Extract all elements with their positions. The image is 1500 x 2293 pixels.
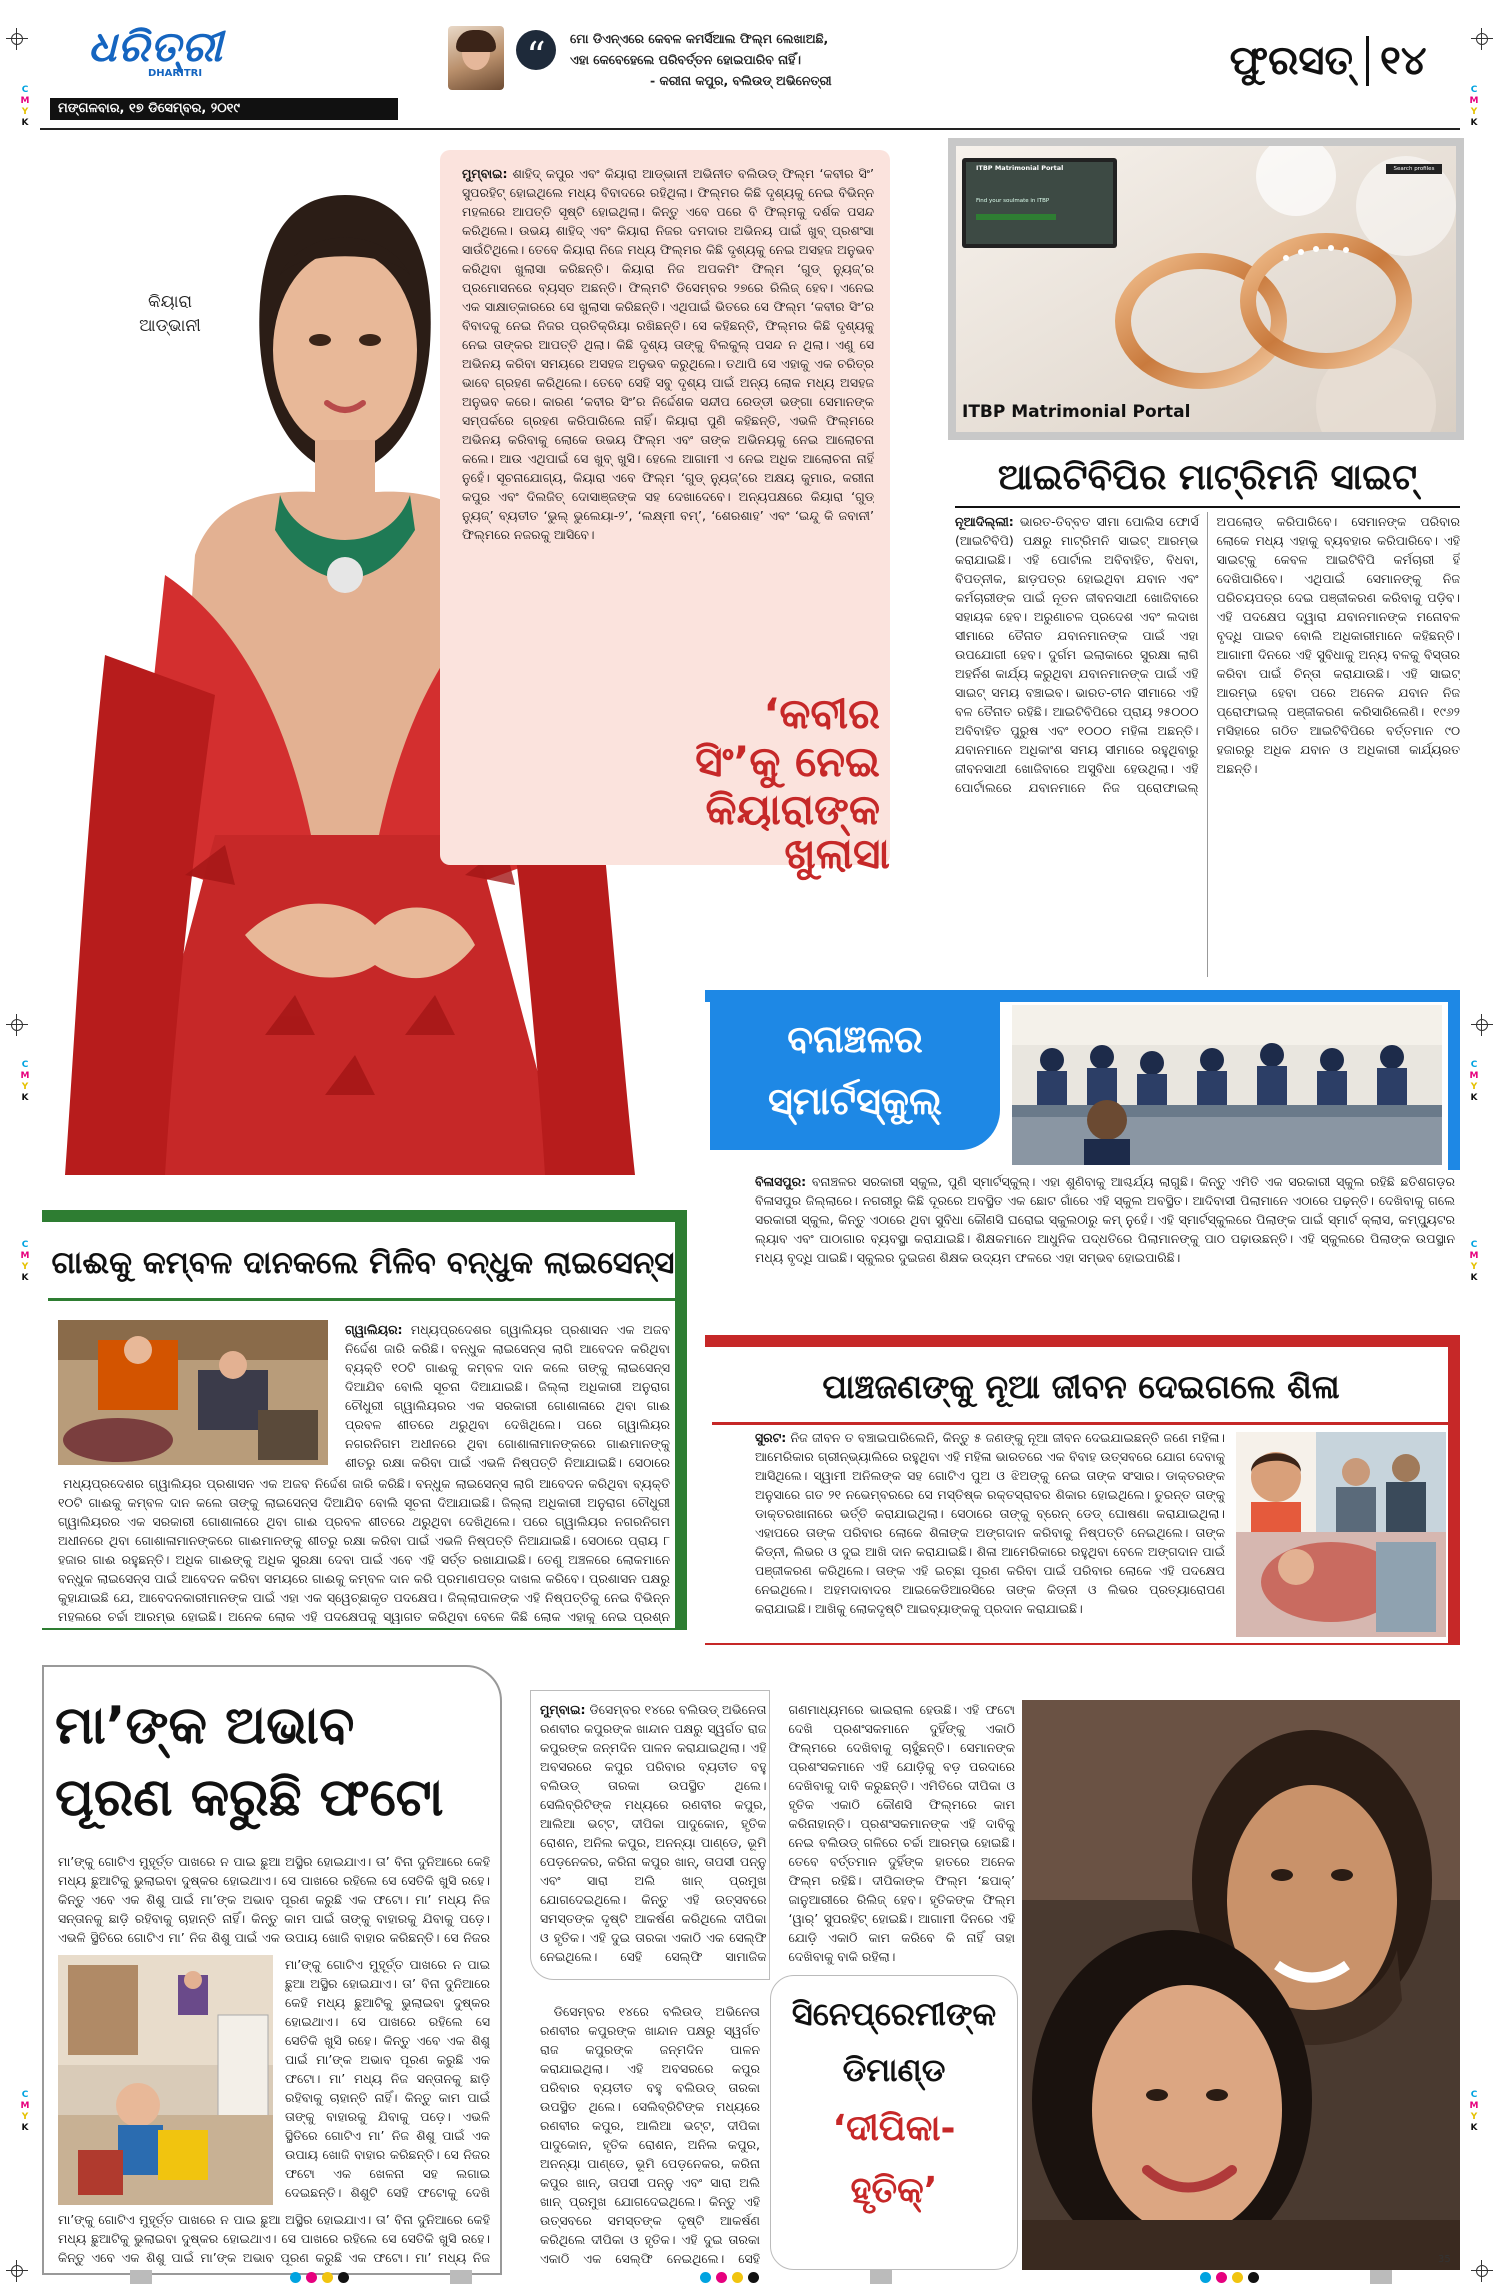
cmyk-mark: C M Y K: [20, 85, 30, 128]
logo-text: ଧରିତ୍ରୀ: [88, 22, 224, 71]
classroom-illustration: [1012, 1005, 1442, 1165]
crosshair-icon: [1471, 2260, 1493, 2282]
deepika-headline: [770, 1975, 1018, 2270]
cmyk-mark: C M Y K: [20, 1060, 30, 1103]
crosshair-icon: [6, 28, 28, 50]
kareena-thumbnail: [448, 26, 504, 90]
kiara-caption: କିୟାରା ଆଡ୍‌ଭାନୀ: [139, 292, 201, 336]
gun-body-text: ମଧ୍ୟପ୍ରଦେଶର ଗ୍ୱାଲିୟର ପ୍ରଶାସନ ଏକ ଅଜବ ନିର୍ଦ୍ଦେଶ ଜାରି କରିଛି। ବନ୍ଧୁକ ଲାଇସେନ୍ସ ଲାଗି ଆବେଦନ କରିଥିବା ବ୍ୟକ୍ତି ୧୦ଟି ଗାଈକୁ କମ୍ବଳ ଦାନ କଲେ ତାଙ୍କୁ ଲାଇସେନ୍ସ ଦିଆଯିବ ବୋଲି ସୂଚନା ଦିଆଯାଇଛି। ଜିଲ୍ଲା ଅଧିକାରୀ ଅନୁରାଗ ଚୌଧୁରୀ ଗ୍ୱାଲିୟରର ଏକ ସରକାରୀ ଗୋଶାଳାରେ ଥିବା ଗାଈ ପ୍ରବଳ ଶୀତରେ ଥରୁଥିବା ଦେଖିଥିଲେ। ପରେ ଗ୍ୱାଲିୟର ନଗରନିଗମ ଅଧୀନରେ ଥିବା ଗୋଶାଳାମାନଙ୍କରେ ଗାଈମାନଙ୍କୁ ଶୀତରୁ ରକ୍ଷା କରିବା ପାଇଁ ଏଭଳି ନିଷ୍ପତ୍ତି ନିଆଯାଇଛି। ସେଠାରେ: [345, 1322, 670, 1470]
kiara-headline-line: କିୟାରାଙ୍କ: [705, 785, 880, 834]
deepika-body-continued: ଡିସେମ୍ବର ୧୪ରେ ବଲିଉଡ୍ ଅଭିନେତା ରଣବୀର କପୁରଙ୍କ ଖାନ୍ଦାନ ପକ୍ଷରୁ ସ୍ୱର୍ଗତ ରାଜ କପୁରଙ୍କ ଜନ୍ମଦିନ ପାଳନ କରାଯାଇଥିଲା। ଏହି ଅବସରରେ କପୁର ପରିବାର ବ୍ୟତୀତ ବହୁ ବଲିଉଡ୍ ତାରକା ଉପସ୍ଥିତ ଥିଲେ। ସେଲିବ୍ରିଟିଙ୍କ ମଧ୍ୟରେ ରଣବୀର କପୁର, ଆଲିଆ ଭଟ୍ଟ, ଦୀପିକା ପାଦୁକୋନ, ହୃତିକ ରୋଶନ, ଅନିଲ କପୁର, ଅନନ୍ୟା ପାଣ୍ଡେ, ଭୂମି ପେଡ଼ନେକର, କରିନା କପୁର ଖାନ୍, ତାପସୀ ପନ୍ନୁ ଏବଂ ସାରା ଅଲି ଖାନ୍ ପ୍ରମୁଖ ଯୋଗଦେଇଥିଲେ। କିନ୍ତୁ ଏହି ଉତ୍ସବରେ ସମସ୍ତଙ୍କ ଦୃଷ୍ଟି ଆକର୍ଷଣ କରିଥିଲେ ଦୀପିକା ଓ ହୃତିକ। ଏହି ଦୁଇ ତାରକା ଏକାଠି ଏକ ସେଲ୍‌ଫି ନେଇଥିଲେ। ସେହି: [540, 2004, 760, 2266]
crosshair-icon: [1471, 28, 1493, 50]
print-grey-bar: [450, 2270, 472, 2284]
kiara-dateline: ମୁମ୍ବାଇ:: [462, 166, 508, 181]
itbp-body-text: ଭାରତ-ତିବ୍ବତ ସୀମା ପୋଲିସ ଫୋର୍ସ (ଆଇଟିବିପି) ପକ୍ଷରୁ ମାଟ୍ରିମନି ସାଇଟ୍ ଆରମ୍ଭ କରାଯାଇଛି। ଏହି ପୋର୍ଟାଲ ଅବିବାହିତ, ବିଧବା, ବିପତ୍ନୀକ, ଛାଡ଼ପତ୍ର ହୋଇଥିବା ଯବାନ ଏବଂ କର୍ମଚାରୀଙ୍କ ପାଇଁ ନୂତନ ଜୀବନସାଥୀ ଖୋଜିବାରେ ସହାୟକ ହେବ। ଅରୁଣାଚଳ ପ୍ରଦେଶ ଏବଂ ଲଦାଖ ସୀମାରେ ତୈନାତ ଯବାନମାନଙ୍କ ପାଇଁ ଏହା ଉପଯୋଗୀ ହେବ। ଦୁର୍ଗମ ଇଲାକାରେ ସୁରକ୍ଷା ଲାଗି ଅହର୍ନିଶ କାର୍ଯ୍ୟ କରୁଥିବା ଯବାନମାନଙ୍କ ପାଇଁ ଏହି ସାଇଟ୍ ସମୟ ବଞ୍ଚାଇବ। ଭାରତ-ଚୀନ ସୀମାରେ ଏହି ବଳ ତୈନାତ ରହିଛି। ଆଇଟିବିପିରେ ପ୍ରାୟ ୨୫୦୦୦ ଅବିବାହିତ ପୁରୁଷ ଏବଂ ୧୦୦୦ ମହିଳା ଅଛନ୍ତି। ଯବାନମାନେ ଅଧିକାଂଶ ସମୟ ସୀମାରେ ରହୁଥିବାରୁ ଜୀବନସାଥୀ ଖୋଜିବାରେ ଅସୁବିଧା ହେଉଥିଲା। ଏହି ପୋର୍ଟାଲରେ ଯବାନମାନେ ନିଜ ପ୍ରୋଫାଇଲ୍ ଅପଲୋଡ୍ କରିପାରିବେ। ସେମାନଙ୍କ ପରିବାର ଲୋକେ ମଧ୍ୟ ଏହାକୁ ବ୍ୟବହାର କରିପାରିବେ। ଏହି ସାଇଟ୍‌କୁ କେବଳ ଆଇଟିବିପି କର୍ମଚାରୀ ହିଁ ଦେଖିପାରିବେ। ଏଥିପାଇଁ ସେମାନଙ୍କୁ ନିଜ ପରିଚୟପତ୍ର ଦେଇ ପଞ୍ଜୀକରଣ କରିବାକୁ ପଡ଼ିବ। ଏହି ପଦକ୍ଷେପ ଦ୍ୱାରା ଯବାନମାନଙ୍କ ମନୋବଳ ବୃଦ୍ଧି ପାଇବ ବୋଲି ଅଧିକାରୀମାନେ କହିଛନ୍ତି। ଆଗାମୀ ଦିନରେ ଏହି ସୁବିଧାକୁ ଅନ୍ୟ ବଳକୁ ବିସ୍ତାର କରିବା ପାଇଁ ଚିନ୍ତା କରାଯାଉଛି। ଏହି ସାଇଟ୍ ଆରମ୍ଭ ହେବା ପରେ ଅନେକ ଯବାନ ନିଜ ପ୍ରୋଫାଇଲ୍ ପଞ୍ଜୀକରଣ କରିସାରିଲେଣି। ୧୯୬୨ ମସିହାରେ ଗଠିତ ଆଇଟିବିପିରେ ବର୍ତ୍ତମାନ ୯୦ ହଜାରରୁ ଅଧିକ ଯବାନ ଓ ଅଧିକାରୀ କାର୍ଯ୍ୟରତ ଅଛନ୍ତି।: [955, 514, 1460, 795]
kiara-textbox: [440, 150, 890, 865]
gun-dateline: ଗ୍ୱାଲିୟର:: [345, 1322, 403, 1337]
page-code: 35: [1438, 2254, 1451, 2265]
gun-illustration: [58, 1320, 328, 1465]
quote-attribution: - କରୀନା କପୁର, ବଲିଉଡ୍ ଅଭିନେତ୍ରୀ: [650, 73, 832, 88]
itbp-screen-sub: Find your soulmate in ITBP: [976, 198, 1050, 204]
print-grey-bar: [870, 2270, 892, 2284]
gun-body-col: [345, 1320, 670, 1470]
deepika-headline-line: ଡିମାଣ୍ଡ: [842, 2051, 946, 2089]
deepika-hrithik-selfie: [1022, 1700, 1460, 2270]
itbp-dateline: ନୂଆଦିଲ୍ଲୀ:: [955, 514, 1014, 529]
quote-line: ଏହା କେବେହେଲେ ପରିବର୍ତ୍ତନ ହୋଇପାରିବ ନାହିଁ।: [570, 52, 802, 67]
section-divider: [1366, 36, 1369, 86]
itbp-search-button: Search profiles: [1386, 164, 1442, 174]
mother-headline-line: ମା’ଙ୍କ ଅଭାବ: [55, 1696, 355, 1756]
shila-body: [755, 1428, 1225, 1638]
masthead-date: ମଙ୍ଗଳବାର, ୧୭ ଡିସେମ୍ବର, ୨୦୧୯: [50, 98, 398, 120]
rings-illustration: [956, 146, 1456, 432]
kiara-body-text: ଶାହିଦ୍ କପୁର ଏବଂ କିୟାରା ଆଡ୍‌ଭାନୀ ଅଭିନୀତ ବଲିଉଡ୍ ଫିଲ୍ମ ‘କବୀର ସିଂ’ ସୁପରହିଟ୍ ହୋଇଥିଲେ ମଧ୍ୟ ବିବାଦରେ ରହିଥିଲା। ଫିଲ୍ମର କିଛି ଦୃଶ୍ୟକୁ ନେଇ ବିଭିନ୍ନ ମହଲରେ ଆପତ୍ତି ସୃଷ୍ଟି ହୋଇଥିଲା। କିନ୍ତୁ ଏବେ ପରେ ବି ଫିଲ୍ମକୁ ଦର୍ଶକ ପସନ୍ଦ କରିଥିଲେ। ଉଭୟ ଶାହିଦ୍ ଏବଂ କିୟାରା ନିଜର ଦମଦାର ଅଭିନୟ ପାଇଁ ଖୁବ୍ ପ୍ରଶଂସା ସାଉଁଟିଥିଲେ। ତେବେ କିୟାରା ନିଜେ ମଧ୍ୟ ଫିଲ୍ମର କିଛି ଦୃଶ୍ୟକୁ ନେଇ ଅସହଜ ଅନୁଭବ କରିଥିବା ଖୁଲାସା କରିଛନ୍ତି। କିୟାରା ନିଜ ଅପକମିଂ ଫିଲ୍ମ ‘ଗୁଡ୍ ନ୍ୟୁଜ୍’ର ପ୍ରମୋସନରେ ବ୍ୟସ୍ତ ଅଛନ୍ତି। ଫିଲ୍ମଟି ଡିସେମ୍ବର ୨୭ରେ ରିଲିଜ୍ ହେବ। ଏନେଇ ଏକ ସାକ୍ଷାତ୍କାରରେ ସେ ଖୁଲାସା କରିଛନ୍ତି। ଏଥିପାଇଁ ଭିତରେ ସେ ଫିଲ୍ମ ‘କବୀର ସିଂ’ର ବିବାଦକୁ ନେଇ ନିଜର ପ୍ରତିକ୍ରିୟା ରଖିଛନ୍ତି। ସେ କହିଛନ୍ତି, ଫିଲ୍ମର କିଛି ଦୃଶ୍ୟକୁ ନେଇ ତାଙ୍କର ଆପତ୍ତି ଥିଲା। କିଛି ଦୃଶ୍ୟ ତାଙ୍କୁ ବିଲକୁଲ୍ ପସନ୍ଦ ନ ଥିଲା। ଏଣୁ ସେ ଅଭିନୟ କରିବା ସମୟରେ ଅସହଜ ଅନୁଭବ କରୁଥିଲେ। ତଥାପି ସେ ଏହାକୁ ଏକ ଚରିତ୍ର ଭାବେ ଗ୍ରହଣ କରିଥିଲେ। ତେବେ ସେହି ସବୁ ଦୃଶ୍ୟ ପାଇଁ ଅନ୍ୟ ଲୋକ ମଧ୍ୟ ଅସହଜ ଅନୁଭବ କରେ। କାରଣ ‘କବୀର ସିଂ’ର ନିର୍ଦ୍ଦେଶକ ସନ୍ଦୀପ ରେଡ୍ଡୀ ଭଙ୍ଗା ସେମାନଙ୍କ ସମ୍ପର୍କରେ ଗ୍ରହଣ କରିପାରିଲେ ନାହିଁ। କିୟାରା ପୁଣି କହିଛନ୍ତି, ଏଭଳି ଫିଲ୍ମରେ ଅଭିନୟ କରିବାକୁ ଲୋକେ ଉଭୟ ଫିଲ୍ମ ଏବଂ ତାଙ୍କ ଅଭିନୟକୁ ନେଇ ଆଲୋଚନା କଲେ। ଆଉ ଏଥିପାଇଁ ସେ ଖୁବ୍ ଖୁସି। ହେଲେ ଆଗାମୀ ଏ ନେଇ ଅଧିକ ଆଲୋଚନା ନାହିଁ ନୁହେଁ। ସୂଚନାଯୋଗ୍ୟ, କିୟାରା ଏବେ ଫିଲ୍ମ ‘ଗୁଡ୍ ନ୍ୟୁଜ୍’ରେ ଅକ୍ଷୟ କୁମାର, କରୀନା କପୁର ଏବଂ ଦିଲଜିତ୍ ଦୋସାଞ୍ଜଙ୍କ ସହ ଦେଖାଦେବେ। ଅନ୍ୟପକ୍ଷରେ କିୟାରା ‘ଗୁଡ୍ ନ୍ୟୁଜ୍’ ବ୍ୟତୀତ ‘ଭୁଲ୍ ଭୁଲେୟା-୨’, ‘ଲକ୍ଷ୍ମୀ ବମ୍’, ‘ଶେରଶାହ’ ଏବଂ ‘ଇନ୍ଦୁ କି ଜବାନୀ’ ଫିଲ୍ମରେ ନଜରକୁ ଆସିବେ।: [462, 166, 874, 542]
itbp-screen-title: ITBP Matrimonial Portal: [976, 164, 1064, 172]
itbp-photo-caption: ITBP Matrimonial Portal: [962, 402, 1191, 422]
shila-dateline: ସୁରଟ:: [755, 1430, 787, 1445]
smartschool-headline-line: ସ୍ମାର୍ଟସ୍କୁଲ୍: [767, 1079, 943, 1123]
smartschool-headline-line: ବନାଞ୍ଚଳର: [787, 1017, 923, 1061]
kiara-headline: [590, 690, 880, 834]
shila-photo: [1236, 1432, 1446, 1637]
quote-icon: “: [516, 30, 556, 70]
gun-photo: [58, 1320, 328, 1465]
crosshair-icon: [1471, 1014, 1493, 1036]
quote-line: ମୋ ଡିଏନ୍‌ଏରେ କେବଳ କମର୍ସିଆଲ ଫିଲ୍ମ ଲେଖାଅଛି,: [570, 31, 829, 46]
crosshair-icon: [6, 2260, 28, 2282]
kiara-headline-line: ‘କବୀର: [763, 689, 880, 738]
deepika-body-text: ଡିସେମ୍ବର ୧୪ରେ ବଲିଉଡ୍ ଅଭିନେତା ରଣବୀର କପୁରଙ୍କ ଖାନ୍ଦାନ ପକ୍ଷରୁ ସ୍ୱର୍ଗତ ରାଜ କପୁରଙ୍କ ଜନ୍ମଦିନ ପାଳନ କରାଯାଇଥିଲା। ଏହି ଅବସରରେ କପୁର ପରିବାର ବ୍ୟତୀତ ବହୁ ବଲିଉଡ୍ ତାରକା ଉପସ୍ଥିତ ଥିଲେ। ସେଲିବ୍ରିଟିଙ୍କ ମଧ୍ୟରେ ରଣବୀର କପୁର, ଆଲିଆ ଭଟ୍ଟ, ଦୀପିକା ପାଦୁକୋନ, ହୃତିକ ରୋଶନ, ଅନିଲ କପୁର, ଅନନ୍ୟା ପାଣ୍ଡେ, ଭୂମି ପେଡ଼ନେକର, କରିନା କପୁର ଖାନ୍, ତାପସୀ ପନ୍ନୁ ଏବଂ ସାରା ଅଲି ଖାନ୍ ପ୍ରମୁଖ ଯୋଗଦେଇଥିଲେ। କିନ୍ତୁ ଏହି ଉତ୍ସବରେ ସମସ୍ତଙ୍କ ଦୃଷ୍ଟି ଆକର୍ଷଣ କରିଥିଲେ ଦୀପିକା ଓ ହୃତିକ। ଏହି ଦୁଇ ତାରକା ଏକାଠି ଏକ ସେଲ୍‌ଫି ନେଇଥିଲେ। ସେହି ସେଲ୍‌ଫି ସାମାଜିକ ଗଣମାଧ୍ୟମରେ ଭାଇରାଲ ହେଉଛି। ଏହି ଫଟୋ ଦେଖି ପ୍ରଶଂସକମାନେ ଦୁହିଁଙ୍କୁ ଏକାଠି ଫିଲ୍ମରେ ଦେଖିବାକୁ ଚାହୁଁଛନ୍ତି। ସେମାନଙ୍କ ପ୍ରଶଂସକମାନେ ଏହି ଯୋଡ଼ିକୁ ବଡ଼ ପରଦାରେ ଦେଖିବାକୁ ଦାବି କରୁଛନ୍ତି। ଏମିତିରେ ଦୀପିକା ଓ ହୃତିକ ଏକାଠି କୌଣସି ଫିଲ୍ମରେ କାମ କରିନାହାନ୍ତି। ପ୍ରଶଂସକମାନଙ୍କ ଏହି ଦାବିକୁ ନେଇ ବଲିଉଡ୍ ଗଳିରେ ଚର୍ଚ୍ଚା ଆରମ୍ଭ ହୋଇଛି। ତେବେ ବର୍ତ୍ତମାନ ଦୁହିଁଙ୍କ ହାତରେ ଅନେକ ଫିଲ୍ମ ରହିଛି। ଦୀପିକାଙ୍କ ଫିଲ୍ମ ‘ଛପାକ୍’ ଜାନୁଆରୀରେ ରିଲିଜ୍ ହେବ। ହୃତିକଙ୍କ ଫିଲ୍ମ ‘ୱାର୍’ ସୁପରହିଟ୍ ହୋଇଛି। ଆଗାମୀ ଦିନରେ ଏହି ଯୋଡ଼ି ଏକାଠି କାମ କରିବେ କି ନାହିଁ ତାହା ଦେଖିବାକୁ ବାକି ରହିଲା।: [540, 1702, 1015, 1964]
section-header: [1168, 32, 1468, 90]
print-grey-bar: [130, 2270, 152, 2284]
cmyk-mark: C M Y K: [1469, 85, 1479, 128]
kiara-body: [462, 164, 874, 684]
cmyk-mark: C M Y K: [20, 1240, 30, 1283]
cmyk-mark: C M Y K: [1469, 2090, 1479, 2133]
cmyk-mark: C M Y K: [1469, 1240, 1479, 1283]
smartschool-headline-box: [710, 1000, 1000, 1150]
crosshair-icon: [6, 1014, 28, 1036]
gun-body-continued: ମଧ୍ୟପ୍ରଦେଶର ଗ୍ୱାଲିୟର ପ୍ରଶାସନ ଏକ ଅଜବ ନିର୍ଦ୍ଦେଶ ଜାରି କରିଛି। ବନ୍ଧୁକ ଲାଇସେନ୍ସ ଲାଗି ଆବେଦନ କରିଥିବା ବ୍ୟକ୍ତି ୧୦ଟି ଗାଈକୁ କମ୍ବଳ ଦାନ କଲେ ତାଙ୍କୁ ଲାଇସେନ୍ସ ଦିଆଯିବ ବୋଲି ସୂଚନା ଦିଆଯାଇଛି। ଜିଲ୍ଲା ଅଧିକାରୀ ଅନୁରାଗ ଚୌଧୁରୀ ଗ୍ୱାଲିୟରର ଏକ ସରକାରୀ ଗୋଶାଳାରେ ଥିବା ଗାଈ ପ୍ରବଳ ଶୀତରେ ଥରୁଥିବା ଦେଖିଥିଲେ। ପରେ ଗ୍ୱାଲିୟର ନଗରନିଗମ ଅଧୀନରେ ଥିବା ଗୋଶାଳାମାନଙ୍କରେ ଗାଈମାନଙ୍କୁ ଶୀତରୁ ରକ୍ଷା କରିବା ପାଇଁ ଏଭଳି ନିଷ୍ପତ୍ତି ନିଆଯାଇଛି। ସେଠାରେ ପ୍ରାୟ ୮ ହଜାର ଗାଈ ରହୁଛନ୍ତି। ଅଧିକ ଗାଈଙ୍କୁ ଅଧିକ ସୁରକ୍ଷା ଦେବା ପାଇଁ ଏବେ ଏହି ସର୍ତ୍ତ ରଖାଯାଇଛି। ତେଣୁ ଅଞ୍ଚଳରେ ଲୋକମାନେ ବନ୍ଧୁକ ଲାଇସେନ୍ସ ପାଇଁ ଆବେଦନ କରିବା ସମୟରେ ଗାଈକୁ କମ୍ବଳ ଦାନ କରି ପ୍ରମାଣପତ୍ର ଦାଖଲ କରିବେ। ପ୍ରଶାସନ ପକ୍ଷରୁ କୁହାଯାଇଛି ଯେ, ଆବେଦନକାରୀମାନଙ୍କ ପାଇଁ ଏହା ଏକ ସ୍ୱେଚ୍ଛାକୃତ ପଦକ୍ଷେପ। ଜିଲ୍ଲାପାଳଙ୍କ ଏହି ନିଷ୍ପତ୍ତିକୁ ନେଇ ବିଭିନ୍ନ ମହଲରେ ଚର୍ଚ୍ଚା ଆରମ୍ଭ ହୋଇଛି। ଅନେକ ଲୋକ ଏହି ପଦକ୍ଷେପକୁ ସ୍ୱାଗତ କରିଥିବା ବେଳେ କିଛି ଲୋକ ଏହାକୁ ନେଇ ପ୍ରଶ୍ନ: [58, 1476, 670, 1624]
smartschool-body-text: ବନାଞ୍ଚଳର ସରକାରୀ ସ୍କୁଲ, ପୁଣି ସ୍ମାର୍ଟସ୍କୁଲ୍। ଏହା ଶୁଣିବାକୁ ଆଶ୍ଚର୍ଯ୍ୟ ଲାଗୁଛି। କିନ୍ତୁ ଏମିତି ଏକ ସରକାରୀ ସ୍କୁଲ ରହିଛି ଛତିଶଗଡ଼ର ବିଳାସପୁର ଜିଲ୍ଲାରେ। ନଗରୀରୁ କିଛି ଦୂରରେ ଅବସ୍ଥିତ ଏକ ଛୋଟ ଗାଁରେ ଏହି ସ୍କୁଲ ଅବସ୍ଥିତ। ଆଦିବାସୀ ପିଲାମାନେ ଏଠାରେ ପଢ଼ନ୍ତି। ଦେଖିବାକୁ ଗଲେ ସରକାରୀ ସ୍କୁଲ, କିନ୍ତୁ ଏଠାରେ ଥିବା ସୁବିଧା କୌଣସି ଘରୋଇ ସ୍କୁଲଠାରୁ କମ୍ ନୁହେଁ। ଏହି ସ୍ମାର୍ଟସ୍କୁଲରେ ପିଲାଙ୍କ ପାଇଁ ସ୍ମାର୍ଟ କ୍ଲାସ, କମ୍ପ୍ୟୁଟର ଲ୍ୟାବ ଏବଂ ପାଠାଗାର ବ୍ୟବସ୍ଥା କରାଯାଇଛି। ଶିକ୍ଷକମାନେ ଆଧୁନିକ ପଦ୍ଧତିରେ ପିଲାମାନଙ୍କୁ ପାଠ ପଢ଼ାଉଛନ୍ତି। ଏହି ସ୍କୁଲରେ ପିଲାଙ୍କ ଉପସ୍ଥାନ ମଧ୍ୟ ବୃଦ୍ଧି ପାଇଛି। ସ୍କୁଲର ଦୁଇଜଣ ଶିକ୍ଷକ ଉଦ୍ୟମ ଫଳରେ ଏହା ସମ୍ଭବ ହୋଇପାରିଛି।: [755, 1174, 1455, 1265]
masthead-quote: [570, 28, 950, 91]
cmyk-mark: C M Y K: [1469, 1060, 1479, 1103]
shila-headline: ପାଞ୍ଚଜଣଙ୍କୁ ନୂଆ ଜୀବନ ଦେଇଗଲେ ଶିଳା: [712, 1352, 1450, 1425]
print-color-dots: [1200, 2272, 1259, 2283]
itbp-photo-frame: [948, 138, 1464, 440]
print-color-dots: [290, 2272, 349, 2283]
masthead-logo: [88, 22, 288, 102]
classroom-photo: [1012, 1005, 1442, 1165]
print-grey-bar: [1370, 2270, 1392, 2284]
page-number: ୧୪: [1380, 38, 1427, 84]
shila-body-text: ନିଜ ଜୀବନ ତ ବଞ୍ଚାଇପାରିଲେନି, କିନ୍ତୁ ୫ ଜଣଙ୍କୁ ନୂଆ ଜୀବନ ଦେଇଯାଇଛନ୍ତି ଜଣେ ମହିଳା। ଆମେରିକାର ଗ୍ରୀନ୍‌ଭ୍ୟାଲିରେ ରହୁଥିବା ଏହି ମହିଳା ଭାରତରେ ଏକ ବିବାହ ଉତ୍ସବରେ ଯୋଗ ଦେବାକୁ ଆସିଥିଲେ। ସ୍ୱାମୀ ଅନିଲଙ୍କ ସହ ଗୋଟିଏ ପୁଅ ଓ ଝିଅଙ୍କୁ ନେଇ ତାଙ୍କ ସଂସାର। ଡାକ୍ତରଙ୍କ ଅନୁସାରେ ଗତ ୨୧ ନଭେମ୍ବରରେ ସେ ମସ୍ତିଷ୍କ ରକ୍ତସ୍ରାବର ଶିକାର ହୋଇଥିଲେ। ତୁରନ୍ତ ତାଙ୍କୁ ଡାକ୍ତରଖାନାରେ ଭର୍ତ୍ତି କରାଯାଇଥିଲା। ସେଠାରେ ତାଙ୍କୁ ବ୍ରେନ୍ ଡେଡ୍ ଘୋଷଣା କରାଯାଇଥିଲା। ଏହାପରେ ତାଙ୍କ ପରିବାର ଲୋକେ ଶିଳାଙ୍କ ଅଙ୍ଗଦାନ କରିବାକୁ ନିଷ୍ପତ୍ତି ନେଇଥିଲେ। ତାଙ୍କ କିଡ୍ନୀ, ଲିଭର ଓ ଦୁଇ ଆଖି ଦାନ କରାଯାଇଛି। ଶିଳା ଆମେରିକାରେ ରହୁଥିବା ବେଳେ ଅଙ୍ଗଦାନ ପାଇଁ ପଞ୍ଜୀକରଣ କରିଥିଲେ। ତାଙ୍କ ଏହି ଇଚ୍ଛା ପୂରଣ କରିବା ପାଇଁ ପରିବାର ଲୋକେ ଏହି ପଦକ୍ଷେପ ନେଇଥିଲେ। ଅହମଦାବାଦର ଆଇକେଡିଆରସିରେ ତାଙ୍କ କିଡ୍ନୀ ଓ ଲିଭର ପ୍ରତ୍ୟାରୋପଣ କରାଯାଇଛି। ଆଖିକୁ ଲୋକଦୃଷ୍ଟି ଆଇବ୍ୟାଙ୍କକୁ ପ୍ରଦାନ କରାଯାଇଛି।: [755, 1430, 1225, 1616]
itbp-headline-rule: [955, 506, 1460, 508]
deepika-headline-red: ହୃତିକ୍’: [850, 2170, 938, 2211]
print-color-dots: [700, 2272, 759, 2283]
mother-body: ମା’ଙ୍କୁ ଗୋଟିଏ ମୁହୂର୍ତ୍ତ ପାଖରେ ନ ପାଇ ଛୁଆ ଅସ୍ଥିର ହୋଇଯାଏ। ତା’ ବିନା ଦୁନିଆରେ କେହି ମଧ୍ୟ ଛୁଆଟିକୁ ଭୁଲାଇବା ଦୁଷ୍କର ହୋଇଥାଏ। ସେ ପାଖରେ ରହିଲେ ସେ ସେତିକି ଖୁସି ରହେ। କିନ୍ତୁ ଏବେ ଏକ ଶିଶୁ ପାଇଁ ମା’ଙ୍କ ଅଭାବ ପୂରଣ କରୁଛି ଏକ ଫଟୋ। ମା’ ମଧ୍ୟ ନିଜ ସନ୍ତାନକୁ ଛାଡ଼ି ରହିବାକୁ ଚାହାନ୍ତି ନାହିଁ। କିନ୍ତୁ କାମ ପାଇଁ ତାଙ୍କୁ ବାହାରକୁ ଯିବାକୁ ପଡ଼େ। ଏଭଳି ସ୍ଥିତିରେ ଗୋଟିଏ ମା’ ନିଜ ଶିଶୁ ପାଇଁ ଏକ ଉପାୟ ଖୋଜି ବାହାର କରିଛନ୍ତି। ସେ ନିଜର: [58, 1854, 490, 1945]
smartschool-body: [755, 1172, 1455, 1322]
deepika-body: [540, 1700, 1015, 2000]
cmyk-mark: C M Y K: [20, 2090, 30, 2133]
deepika-dateline: ମୁମ୍ବାଇ:: [540, 1702, 586, 1717]
smartschool-dateline: ବିଳାସପୁର:: [755, 1174, 807, 1189]
mother-body-continued: ମା’ଙ୍କୁ ଗୋଟିଏ ମୁହୂର୍ତ୍ତ ପାଖରେ ନ ପାଇ ଛୁଆ ଅସ୍ଥିର ହୋଇଯାଏ। ତା’ ବିନା ଦୁନିଆରେ କେହି ମଧ୍ୟ ଛୁଆଟିକୁ ଭୁଲାଇବା ଦୁଷ୍କର ହୋଇଥାଏ। ସେ ପାଖରେ ରହିଲେ ସେ ସେତିକି ଖୁସି ରହେ। କିନ୍ତୁ ଏବେ ଏକ ଶିଶୁ ପାଇଁ ମା’ଙ୍କ ଅଭାବ ପୂରଣ କରୁଛି ଏକ ଫଟୋ। ମା’ ମଧ୍ୟ ନିଜ: [58, 2212, 490, 2265]
selfie-illustration: [1022, 1700, 1460, 2270]
mother-illustration: [58, 1955, 273, 2205]
itbp-headline: ଆଇଟିବିପିର ମାଟ୍ରିମନି ସାଇଟ୍: [997, 457, 1418, 498]
logo-subtext: DHARITRI: [148, 68, 203, 79]
masthead-rule: [40, 128, 1460, 130]
itbp-body: [955, 512, 1460, 977]
gun-headline: ଗାଈକୁ କମ୍ବଳ ଦାନକଲେ ମିଳିବ ବନ୍ଧୁକ ଲାଇସେନ୍ସ: [48, 1228, 678, 1301]
mother-photo: [58, 1955, 273, 2205]
kiara-headline-line: ଖୁଲାସା: [784, 829, 890, 878]
section-title: ଫୁରସତ୍: [1229, 38, 1353, 84]
deepika-headline-red: ‘ଦୀପିକା-: [832, 2108, 956, 2149]
mother-headline-line: ପୂରଣ କରୁଛି ଫଟୋ: [55, 1768, 444, 1828]
kiara-headline-line: ସିଂ’କୁ ନେଇ: [695, 737, 880, 786]
mother-body-col: ମା’ଙ୍କୁ ଗୋଟିଏ ମୁହୂର୍ତ୍ତ ପାଖରେ ନ ପାଇ ଛୁଆ ଅସ୍ଥିର ହୋଇଯାଏ। ତା’ ବିନା ଦୁନିଆରେ କେହି ମଧ୍ୟ ଛୁଆଟିକୁ ଭୁଲାଇବା ଦୁଷ୍କର ହୋଇଥାଏ। ସେ ପାଖରେ ରହିଲେ ସେ ସେତିକି ଖୁସି ରହେ। କିନ୍ତୁ ଏବେ ଏକ ଶିଶୁ ପାଇଁ ମା’ଙ୍କ ଅଭାବ ପୂରଣ କରୁଛି ଏକ ଫଟୋ। ମା’ ମଧ୍ୟ ନିଜ ସନ୍ତାନକୁ ଛାଡ଼ି ରହିବାକୁ ଚାହାନ୍ତି ନାହିଁ। କିନ୍ତୁ କାମ ପାଇଁ ତାଙ୍କୁ ବାହାରକୁ ଯିବାକୁ ପଡ଼େ। ଏଭଳି ସ୍ଥିତିରେ ଗୋଟିଏ ମା’ ନିଜ ଶିଶୁ ପାଇଁ ଏକ ଉପାୟ ଖୋଜି ବାହାର କରିଛନ୍ତି। ସେ ନିଜର ଫଟୋ ଏକ ଖେଳନା ସହ ଲଗାଇ ଦେଇଛନ୍ତି। ଶିଶୁଟି ସେହି ଫଟୋକୁ ଦେଖି: [285, 1957, 490, 2200]
mother-headline: [55, 1690, 495, 1834]
itbp-screen-field: [976, 214, 1056, 220]
deepika-headline-line: ସିନେପ୍ରେମୀଙ୍କ: [791, 1995, 997, 2033]
shila-illustration: [1236, 1432, 1446, 1637]
